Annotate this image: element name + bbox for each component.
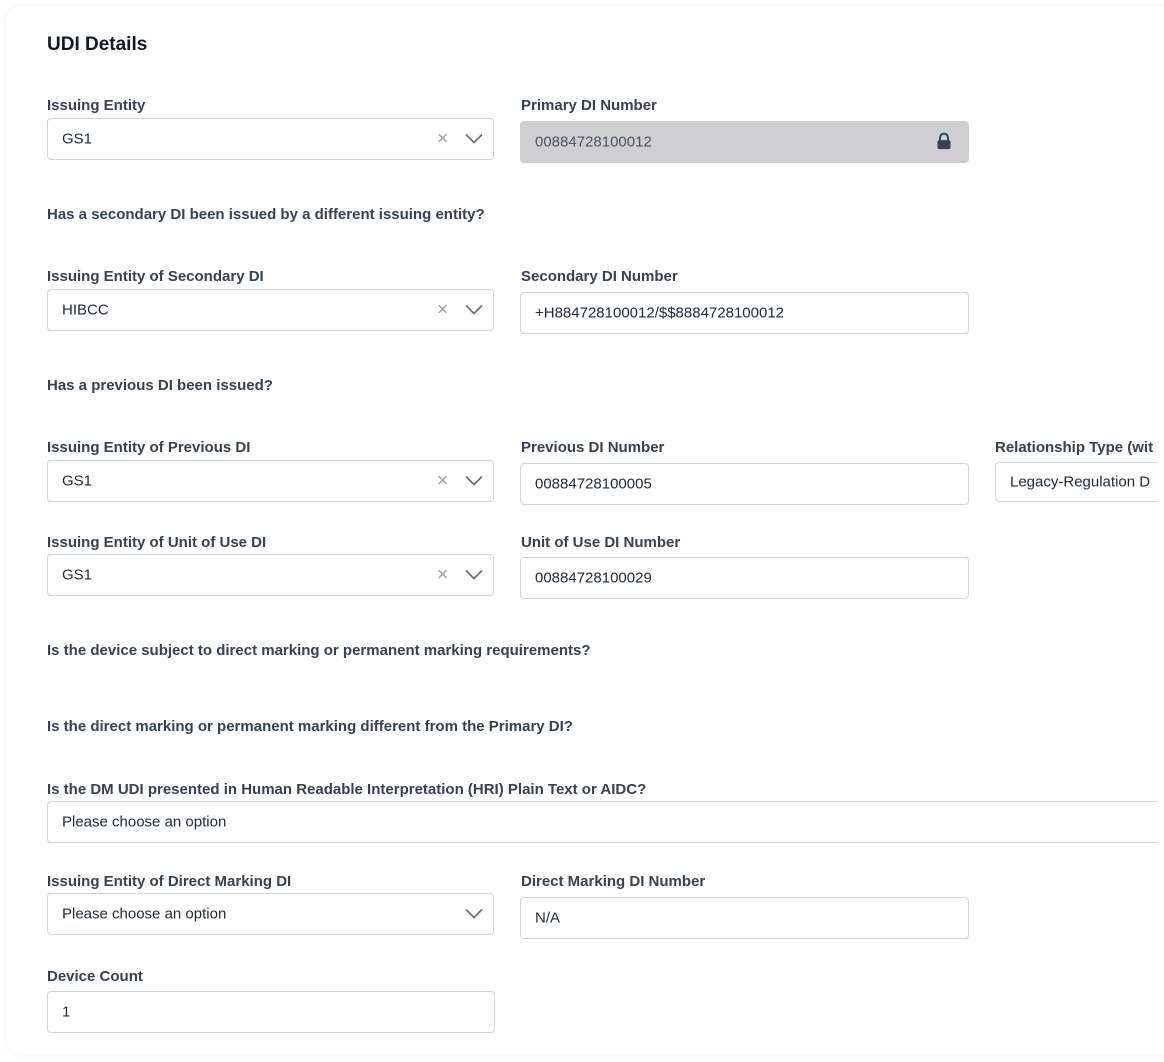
- previous-di-input[interactable]: [520, 463, 969, 505]
- direct-marking-entity-select[interactable]: [47, 893, 494, 935]
- chevron-down-icon[interactable]: [465, 476, 483, 486]
- secondary-entity-value: HIBCC: [62, 301, 109, 319]
- close-icon[interactable]: ✕: [436, 301, 449, 319]
- device-count-input[interactable]: [47, 991, 495, 1033]
- previous-entity-select[interactable]: [47, 460, 494, 502]
- hri-question-label: Is the DM UDI presented in Human Readable Interpretation (HRI) Plain Text or AIDC?: [47, 781, 647, 798]
- secondary-di-input[interactable]: [520, 292, 969, 334]
- direct-marking-entity-label: Issuing Entity of Direct Marking DI: [47, 873, 292, 890]
- unit-of-use-entity-select[interactable]: [47, 554, 494, 596]
- unit-of-use-di-value: 00884728100029: [535, 569, 652, 587]
- close-icon[interactable]: ✕: [436, 472, 449, 490]
- chevron-down-icon[interactable]: [465, 305, 483, 315]
- primary-di-value: 00884728100012: [535, 133, 652, 151]
- previous-di-question: Has a previous DI been issued?: [47, 377, 273, 394]
- relationship-type-value: Legacy-Regulation D: [1010, 473, 1151, 491]
- device-count-value: 1: [62, 1003, 71, 1021]
- hri-value: Please choose an option: [62, 813, 227, 831]
- direct-marking-question: Is the device subject to direct marking or permanent marking requirements?: [47, 642, 591, 659]
- close-icon[interactable]: ✕: [436, 130, 449, 148]
- secondary-di-label: Secondary DI Number: [521, 268, 678, 285]
- relationship-type-select[interactable]: [995, 462, 1158, 502]
- unit-of-use-di-input[interactable]: [520, 557, 969, 599]
- previous-di-label: Previous DI Number: [521, 439, 665, 456]
- issuing-entity-value: GS1: [62, 130, 93, 148]
- issuing-entity-label: Issuing Entity: [47, 97, 146, 114]
- previous-entity-label: Issuing Entity of Previous DI: [47, 439, 251, 456]
- unit-of-use-entity-label: Issuing Entity of Unit of Use DI: [47, 534, 267, 551]
- dm-different-question: Is the direct marking or permanent marking different from the Primary DI?: [47, 718, 573, 735]
- secondary-di-value: +H884728100012/$$8884728100012: [535, 304, 785, 322]
- lock-icon: [936, 132, 952, 150]
- direct-marking-entity-value: Please choose an option: [62, 905, 227, 923]
- chevron-down-icon[interactable]: [465, 570, 483, 580]
- direct-marking-di-input[interactable]: [520, 897, 969, 939]
- issuing-entity-select[interactable]: [47, 118, 494, 160]
- device-count-label: Device Count: [47, 968, 143, 985]
- previous-entity-value: GS1: [62, 472, 93, 490]
- secondary-di-question: Has a secondary DI been issued by a different issuing entity?: [47, 206, 485, 223]
- direct-marking-di-value: N/A: [535, 909, 561, 927]
- previous-di-value: 00884728100005: [535, 475, 652, 493]
- section-title: UDI Details: [47, 34, 148, 55]
- secondary-entity-label: Issuing Entity of Secondary DI: [47, 268, 264, 285]
- secondary-entity-select[interactable]: [47, 289, 494, 331]
- direct-marking-di-label: Direct Marking DI Number: [521, 873, 706, 890]
- unit-of-use-entity-value: GS1: [62, 566, 93, 584]
- primary-di-field: [520, 121, 969, 163]
- close-icon[interactable]: ✕: [436, 566, 449, 584]
- relationship-type-label: Relationship Type (wit: [995, 439, 1154, 456]
- chevron-down-icon[interactable]: [465, 134, 483, 144]
- chevron-down-icon[interactable]: [465, 909, 483, 919]
- primary-di-label: Primary DI Number: [521, 97, 657, 114]
- hri-select[interactable]: [47, 801, 1158, 843]
- unit-of-use-di-label: Unit of Use DI Number: [521, 534, 681, 551]
